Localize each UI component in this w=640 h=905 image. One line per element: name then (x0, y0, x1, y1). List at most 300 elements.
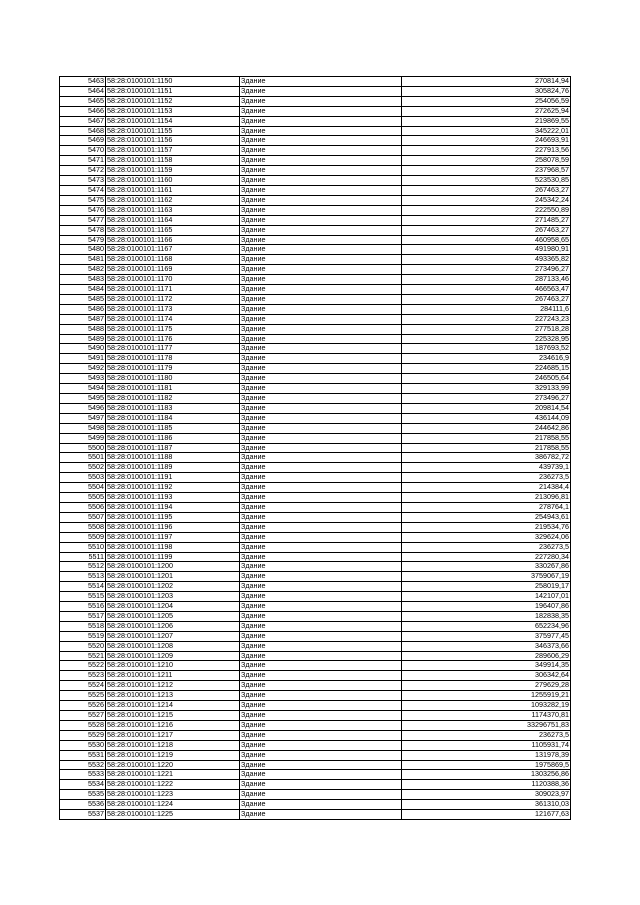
cadastral-number-cell: 58:28:0100101:1186 (106, 433, 240, 443)
object-type-cell: Здание (240, 671, 402, 681)
row-number-cell: 5484 (60, 285, 106, 295)
row-number-cell: 5488 (60, 324, 106, 334)
object-type-cell: Здание (240, 473, 402, 483)
cadastral-value-cell: 439739,1 (402, 463, 571, 473)
object-type-cell: Здание (240, 750, 402, 760)
row-number-cell: 5487 (60, 314, 106, 324)
table-row (60, 374, 571, 384)
object-type-cell: Здание (240, 185, 402, 195)
cadastral-value-cell: 306342,64 (402, 671, 571, 681)
cadastral-number-cell: 58:28:0100101:1175 (106, 324, 240, 334)
table-row (60, 265, 571, 275)
table-row (60, 552, 571, 562)
object-type-cell: Здание (240, 453, 402, 463)
row-number-cell: 5497 (60, 413, 106, 423)
table-row (60, 384, 571, 394)
object-type-cell: Здание (240, 760, 402, 770)
object-type-cell: Здание (240, 810, 402, 820)
row-number-cell: 5524 (60, 681, 106, 691)
table-row (60, 403, 571, 413)
object-type-cell: Здание (240, 96, 402, 106)
row-number-cell: 5533 (60, 770, 106, 780)
cadastral-number-cell: 58:28:0100101:1183 (106, 403, 240, 413)
cadastral-number-cell: 58:28:0100101:1173 (106, 304, 240, 314)
object-type-cell: Здание (240, 235, 402, 245)
cadastral-value-cell: 277518,28 (402, 324, 571, 334)
cadastral-number-cell: 58:28:0100101:1224 (106, 800, 240, 810)
table-row (60, 146, 571, 156)
table-row (60, 512, 571, 522)
table-row (60, 394, 571, 404)
cadastral-number-cell: 58:28:0100101:1180 (106, 374, 240, 384)
table-row (60, 235, 571, 245)
object-type-cell: Здание (240, 394, 402, 404)
object-type-cell: Здание (240, 770, 402, 780)
object-type-cell: Здание (240, 433, 402, 443)
table-row (60, 245, 571, 255)
cadastral-number-cell: 58:28:0100101:1221 (106, 770, 240, 780)
object-type-cell: Здание (240, 691, 402, 701)
cadastral-number-cell: 58:28:0100101:1205 (106, 611, 240, 621)
object-type-cell: Здание (240, 146, 402, 156)
row-number-cell: 5485 (60, 294, 106, 304)
cadastral-value-cell: 236273,5 (402, 473, 571, 483)
table-row (60, 334, 571, 344)
object-type-cell: Здание (240, 720, 402, 730)
row-number-cell: 5522 (60, 661, 106, 671)
object-type-cell: Здание (240, 621, 402, 631)
cadastral-number-cell: 58:28:0100101:1193 (106, 493, 240, 503)
cadastral-value-cell: 1975869,5 (402, 760, 571, 770)
cadastral-number-cell: 58:28:0100101:1210 (106, 661, 240, 671)
row-number-cell: 5526 (60, 701, 106, 711)
cadastral-value-cell: 386782,72 (402, 453, 571, 463)
table-row (60, 275, 571, 285)
cadastral-number-cell: 58:28:0100101:1203 (106, 592, 240, 602)
row-number-cell: 5463 (60, 77, 106, 87)
cadastral-number-cell: 58:28:0100101:1185 (106, 423, 240, 433)
row-number-cell: 5472 (60, 166, 106, 176)
object-type-cell: Здание (240, 77, 402, 87)
object-type-cell: Здание (240, 245, 402, 255)
object-type-cell: Здание (240, 641, 402, 651)
cadastral-number-cell: 58:28:0100101:1219 (106, 750, 240, 760)
object-type-cell: Здание (240, 304, 402, 314)
table-row (60, 602, 571, 612)
cadastral-number-cell: 58:28:0100101:1197 (106, 532, 240, 542)
row-number-cell: 5498 (60, 423, 106, 433)
cadastral-value-table (59, 76, 571, 820)
cadastral-value-cell: 209814,54 (402, 403, 571, 413)
row-number-cell: 5481 (60, 255, 106, 265)
row-number-cell: 5468 (60, 126, 106, 136)
object-type-cell: Здание (240, 661, 402, 671)
cadastral-number-cell: 58:28:0100101:1169 (106, 265, 240, 275)
object-type-cell: Здание (240, 136, 402, 146)
cadastral-value-cell: 652234,96 (402, 621, 571, 631)
table-row (60, 562, 571, 572)
table-row (60, 671, 571, 681)
row-number-cell: 5512 (60, 562, 106, 572)
table-row (60, 185, 571, 195)
row-number-cell: 5520 (60, 641, 106, 651)
cadastral-number-cell: 58:28:0100101:1164 (106, 215, 240, 225)
row-number-cell: 5503 (60, 473, 106, 483)
row-number-cell: 5475 (60, 195, 106, 205)
row-number-cell: 5465 (60, 96, 106, 106)
table-row (60, 611, 571, 621)
object-type-cell: Здание (240, 364, 402, 374)
cadastral-value-cell: 523530,85 (402, 176, 571, 186)
cadastral-number-cell: 58:28:0100101:1178 (106, 354, 240, 364)
table-row (60, 176, 571, 186)
table-row (60, 473, 571, 483)
cadastral-value-cell: 254056,59 (402, 96, 571, 106)
object-type-cell: Здание (240, 166, 402, 176)
object-type-cell: Здание (240, 116, 402, 126)
table-row (60, 453, 571, 463)
row-number-cell: 5466 (60, 106, 106, 116)
cadastral-value-cell: 278764,1 (402, 502, 571, 512)
table-row (60, 711, 571, 721)
object-type-cell: Здание (240, 255, 402, 265)
table-row (60, 423, 571, 433)
object-type-cell: Здание (240, 800, 402, 810)
cadastral-value-cell: 270814,94 (402, 77, 571, 87)
cadastral-value-cell: 121677,63 (402, 810, 571, 820)
cadastral-value-cell: 493365,82 (402, 255, 571, 265)
cadastral-number-cell: 58:28:0100101:1166 (106, 235, 240, 245)
table-row (60, 740, 571, 750)
cadastral-number-cell: 58:28:0100101:1165 (106, 225, 240, 235)
cadastral-value-cell: 236273,5 (402, 542, 571, 552)
row-number-cell: 5482 (60, 265, 106, 275)
object-type-cell: Здание (240, 572, 402, 582)
table-row (60, 661, 571, 671)
cadastral-number-cell: 58:28:0100101:1195 (106, 512, 240, 522)
row-number-cell: 5486 (60, 304, 106, 314)
row-number-cell: 5525 (60, 691, 106, 701)
table-row (60, 730, 571, 740)
object-type-cell: Здание (240, 86, 402, 96)
cadastral-number-cell: 58:28:0100101:1160 (106, 176, 240, 186)
row-number-cell: 5532 (60, 760, 106, 770)
row-number-cell: 5509 (60, 532, 106, 542)
table-row (60, 770, 571, 780)
table-row (60, 691, 571, 701)
table-row (60, 681, 571, 691)
cadastral-number-cell: 58:28:0100101:1198 (106, 542, 240, 552)
table-row (60, 215, 571, 225)
cadastral-number-cell: 58:28:0100101:1158 (106, 156, 240, 166)
object-type-cell: Здание (240, 294, 402, 304)
table-row (60, 285, 571, 295)
object-type-cell: Здание (240, 423, 402, 433)
row-number-cell: 5496 (60, 403, 106, 413)
cadastral-number-cell: 58:28:0100101:1159 (106, 166, 240, 176)
cadastral-value-cell: 237968,57 (402, 166, 571, 176)
table-row (60, 582, 571, 592)
cadastral-number-cell: 58:28:0100101:1218 (106, 740, 240, 750)
object-type-cell: Здание (240, 542, 402, 552)
cadastral-number-cell: 58:28:0100101:1163 (106, 205, 240, 215)
row-number-cell: 5510 (60, 542, 106, 552)
object-type-cell: Здание (240, 512, 402, 522)
cadastral-value-cell: 227280,34 (402, 552, 571, 562)
row-number-cell: 5528 (60, 720, 106, 730)
cadastral-value-cell: 227913,56 (402, 146, 571, 156)
cadastral-number-cell: 58:28:0100101:1213 (106, 691, 240, 701)
cadastral-number-cell: 58:28:0100101:1200 (106, 562, 240, 572)
cadastral-value-cell: 1120388,36 (402, 780, 571, 790)
object-type-cell: Здание (240, 156, 402, 166)
row-number-cell: 5516 (60, 602, 106, 612)
row-number-cell: 5467 (60, 116, 106, 126)
row-number-cell: 5474 (60, 185, 106, 195)
cadastral-number-cell: 58:28:0100101:1176 (106, 334, 240, 344)
row-number-cell: 5483 (60, 275, 106, 285)
object-type-cell: Здание (240, 205, 402, 215)
row-number-cell: 5535 (60, 790, 106, 800)
cadastral-number-cell: 58:28:0100101:1214 (106, 701, 240, 711)
cadastral-number-cell: 58:28:0100101:1209 (106, 651, 240, 661)
cadastral-number-cell: 58:28:0100101:1199 (106, 552, 240, 562)
cadastral-value-cell: 244642,86 (402, 423, 571, 433)
row-number-cell: 5493 (60, 374, 106, 384)
cadastral-value-cell: 273496,27 (402, 265, 571, 275)
cadastral-number-cell: 58:28:0100101:1170 (106, 275, 240, 285)
object-type-cell: Здание (240, 711, 402, 721)
row-number-cell: 5511 (60, 552, 106, 562)
cadastral-number-cell: 58:28:0100101:1172 (106, 294, 240, 304)
object-type-cell: Здание (240, 780, 402, 790)
cadastral-value-cell: 346373,66 (402, 641, 571, 651)
cadastral-number-cell: 58:28:0100101:1154 (106, 116, 240, 126)
object-type-cell: Здание (240, 701, 402, 711)
cadastral-number-cell: 58:28:0100101:1155 (106, 126, 240, 136)
object-type-cell: Здание (240, 483, 402, 493)
row-number-cell: 5478 (60, 225, 106, 235)
row-number-cell: 5521 (60, 651, 106, 661)
table-row (60, 483, 571, 493)
cadastral-value-cell: 305824,76 (402, 86, 571, 96)
table-row (60, 364, 571, 374)
cadastral-value-cell: 246693,91 (402, 136, 571, 146)
table-row (60, 324, 571, 334)
cadastral-value-cell: 272625,94 (402, 106, 571, 116)
object-type-cell: Здание (240, 384, 402, 394)
table-row (60, 641, 571, 651)
cadastral-value-cell: 224685,15 (402, 364, 571, 374)
table-row (60, 344, 571, 354)
cadastral-value-cell: 287133,46 (402, 275, 571, 285)
table-row (60, 354, 571, 364)
cadastral-number-cell: 58:28:0100101:1188 (106, 453, 240, 463)
object-type-cell: Здание (240, 631, 402, 641)
object-type-cell: Здание (240, 681, 402, 691)
table-row (60, 651, 571, 661)
table-row (60, 314, 571, 324)
cadastral-number-cell: 58:28:0100101:1204 (106, 602, 240, 612)
cadastral-number-cell: 58:28:0100101:1171 (106, 285, 240, 295)
table-row (60, 205, 571, 215)
row-number-cell: 5502 (60, 463, 106, 473)
cadastral-number-cell: 58:28:0100101:1225 (106, 810, 240, 820)
object-type-cell: Здание (240, 265, 402, 275)
cadastral-number-cell: 58:28:0100101:1211 (106, 671, 240, 681)
row-number-cell: 5507 (60, 512, 106, 522)
cadastral-number-cell: 58:28:0100101:1207 (106, 631, 240, 641)
table-body (60, 77, 571, 820)
cadastral-value-cell: 222550,89 (402, 205, 571, 215)
cadastral-number-cell: 58:28:0100101:1151 (106, 86, 240, 96)
cadastral-number-cell: 58:28:0100101:1194 (106, 502, 240, 512)
cadastral-value-cell: 279629,28 (402, 681, 571, 691)
cadastral-number-cell: 58:28:0100101:1222 (106, 780, 240, 790)
row-number-cell: 5471 (60, 156, 106, 166)
cadastral-value-cell: 460958,65 (402, 235, 571, 245)
cadastral-value-cell: 1105931,74 (402, 740, 571, 750)
row-number-cell: 5499 (60, 433, 106, 443)
cadastral-value-cell: 236273,5 (402, 730, 571, 740)
row-number-cell: 5491 (60, 354, 106, 364)
cadastral-value-cell: 217858,55 (402, 433, 571, 443)
cadastral-number-cell: 58:28:0100101:1182 (106, 394, 240, 404)
cadastral-value-cell: 1255919,21 (402, 691, 571, 701)
row-number-cell: 5464 (60, 86, 106, 96)
object-type-cell: Здание (240, 106, 402, 116)
table-row (60, 572, 571, 582)
cadastral-value-cell: 1093282,19 (402, 701, 571, 711)
row-number-cell: 5504 (60, 483, 106, 493)
table-row (60, 621, 571, 631)
object-type-cell: Здание (240, 443, 402, 453)
cadastral-number-cell: 58:28:0100101:1212 (106, 681, 240, 691)
object-type-cell: Здание (240, 314, 402, 324)
row-number-cell: 5518 (60, 621, 106, 631)
row-number-cell: 5469 (60, 136, 106, 146)
table-row (60, 195, 571, 205)
cadastral-value-cell: 284111,6 (402, 304, 571, 314)
cadastral-value-cell: 329133,99 (402, 384, 571, 394)
cadastral-number-cell: 58:28:0100101:1174 (106, 314, 240, 324)
cadastral-value-cell: 182838,35 (402, 611, 571, 621)
table-row (60, 780, 571, 790)
row-number-cell: 5523 (60, 671, 106, 681)
table-row (60, 304, 571, 314)
cadastral-number-cell: 58:28:0100101:1216 (106, 720, 240, 730)
cadastral-number-cell: 58:28:0100101:1191 (106, 473, 240, 483)
object-type-cell: Здание (240, 651, 402, 661)
table-row (60, 631, 571, 641)
table-row (60, 136, 571, 146)
table-row (60, 502, 571, 512)
cadastral-number-cell: 58:28:0100101:1184 (106, 413, 240, 423)
table-row (60, 790, 571, 800)
cadastral-value-cell: 234616,9 (402, 354, 571, 364)
row-number-cell: 5480 (60, 245, 106, 255)
row-number-cell: 5494 (60, 384, 106, 394)
object-type-cell: Здание (240, 403, 402, 413)
cadastral-number-cell: 58:28:0100101:1206 (106, 621, 240, 631)
object-type-cell: Здание (240, 463, 402, 473)
cadastral-value-cell: 1174370,81 (402, 711, 571, 721)
cadastral-number-cell: 58:28:0100101:1196 (106, 522, 240, 532)
table-row (60, 542, 571, 552)
cadastral-value-cell: 258019,17 (402, 582, 571, 592)
row-number-cell: 5490 (60, 344, 106, 354)
cadastral-value-cell: 361310,03 (402, 800, 571, 810)
row-number-cell: 5500 (60, 443, 106, 453)
object-type-cell: Здание (240, 611, 402, 621)
cadastral-number-cell: 58:28:0100101:1152 (106, 96, 240, 106)
object-type-cell: Здание (240, 592, 402, 602)
cadastral-value-cell: 219534,76 (402, 522, 571, 532)
cadastral-number-cell: 58:28:0100101:1202 (106, 582, 240, 592)
table-row (60, 720, 571, 730)
cadastral-value-cell: 258078,59 (402, 156, 571, 166)
table-row (60, 116, 571, 126)
cadastral-value-cell: 219869,55 (402, 116, 571, 126)
table-row (60, 86, 571, 96)
object-type-cell: Здание (240, 285, 402, 295)
cadastral-value-cell: 187693,52 (402, 344, 571, 354)
table-row (60, 166, 571, 176)
object-type-cell: Здание (240, 215, 402, 225)
cadastral-number-cell: 58:28:0100101:1189 (106, 463, 240, 473)
object-type-cell: Здание (240, 552, 402, 562)
cadastral-value-cell: 271485,27 (402, 215, 571, 225)
cadastral-value-cell: 267463,27 (402, 294, 571, 304)
cadastral-number-cell: 58:28:0100101:1181 (106, 384, 240, 394)
object-type-cell: Здание (240, 602, 402, 612)
cadastral-value-cell: 142107,01 (402, 592, 571, 602)
table-row (60, 225, 571, 235)
table-row (60, 750, 571, 760)
object-type-cell: Здание (240, 502, 402, 512)
cadastral-number-cell: 58:28:0100101:1201 (106, 572, 240, 582)
row-number-cell: 5513 (60, 572, 106, 582)
object-type-cell: Здание (240, 740, 402, 750)
object-type-cell: Здание (240, 582, 402, 592)
table-row (60, 522, 571, 532)
cadastral-number-cell: 58:28:0100101:1223 (106, 790, 240, 800)
object-type-cell: Здание (240, 354, 402, 364)
row-number-cell: 5470 (60, 146, 106, 156)
object-type-cell: Здание (240, 532, 402, 542)
object-type-cell: Здание (240, 334, 402, 344)
cadastral-value-cell: 246505,64 (402, 374, 571, 384)
cadastral-value-cell: 217858,55 (402, 443, 571, 453)
table-row (60, 126, 571, 136)
row-number-cell: 5537 (60, 810, 106, 820)
cadastral-number-cell: 58:28:0100101:1177 (106, 344, 240, 354)
row-number-cell: 5529 (60, 730, 106, 740)
cadastral-value-cell: 245342,24 (402, 195, 571, 205)
object-type-cell: Здание (240, 790, 402, 800)
row-number-cell: 5519 (60, 631, 106, 641)
cadastral-number-cell: 58:28:0100101:1167 (106, 245, 240, 255)
row-number-cell: 5479 (60, 235, 106, 245)
cadastral-value-cell: 289606,29 (402, 651, 571, 661)
table-row (60, 701, 571, 711)
cadastral-number-cell: 58:28:0100101:1150 (106, 77, 240, 87)
cadastral-value-cell: 491980,91 (402, 245, 571, 255)
table-row (60, 493, 571, 503)
cadastral-value-cell: 375977,45 (402, 631, 571, 641)
row-number-cell: 5531 (60, 750, 106, 760)
object-type-cell: Здание (240, 126, 402, 136)
